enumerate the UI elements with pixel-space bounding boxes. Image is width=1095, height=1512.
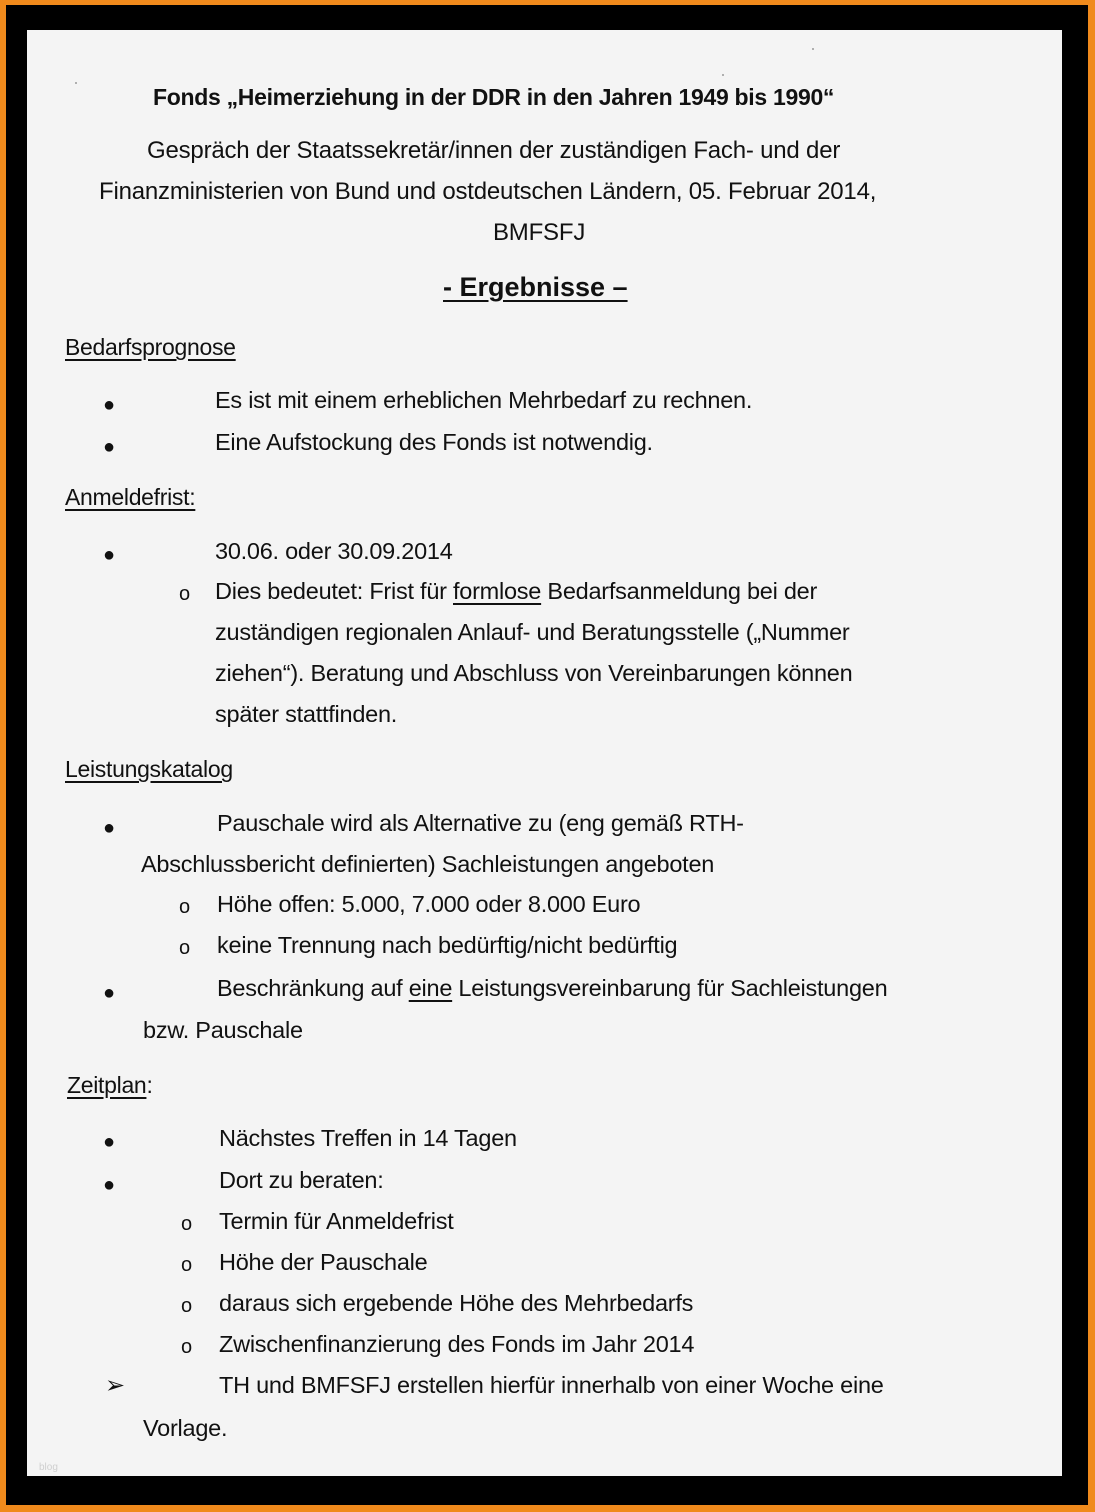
sub-list-item: keine Trennung nach bedürftig/nicht bedürftig xyxy=(217,932,678,958)
arrow-bullet-icon: ➢ xyxy=(105,1372,126,1399)
circle-bullet-icon: o xyxy=(179,583,191,605)
underlined-word: formlose xyxy=(453,578,542,604)
sub-list-item-continuation: zuständigen regionalen Anlauf- und Beratungsstelle („Nummer xyxy=(215,619,850,645)
sub-list-item: Höhe offen: 5.000, 7.000 oder 8.000 Euro xyxy=(217,891,641,917)
document-title: Fonds „Heimerziehung in der DDR in den Jahren 1949 bis 1990“ xyxy=(153,84,835,110)
bullet-icon: ● xyxy=(103,982,116,1004)
section-heading-leistungskatalog: Leistungskatalog xyxy=(65,756,233,782)
circle-bullet-icon: o xyxy=(181,1213,193,1235)
bullet-icon: ● xyxy=(103,436,116,458)
list-item: Dort zu beraten: xyxy=(219,1167,384,1193)
text-run: Bedarfsanmeldung bei der xyxy=(541,578,818,604)
circle-bullet-icon: o xyxy=(181,1254,193,1276)
subtitle-line-2: Finanzministerien von Bund und ostdeutschen Ländern, 05. Februar 2014, xyxy=(99,178,877,205)
subtitle-line-3: BMFSFJ xyxy=(493,219,586,246)
sub-list-item-continuation: ziehen“). Beratung und Abschluss von Vereinbarungen können xyxy=(215,660,853,686)
bullet-icon: ● xyxy=(103,1174,116,1196)
list-item: Pauschale wird als Alternative zu (eng gemäß RTH- xyxy=(217,810,744,836)
scan-speck xyxy=(812,48,814,50)
text-run: Leistungsvereinbarung für Sachleistungen xyxy=(452,975,888,1001)
sub-list-item xyxy=(215,578,817,605)
section-heading-anmeldefrist: Anmeldefrist: xyxy=(65,484,196,510)
list-item: Nächstes Treffen in 14 Tagen xyxy=(219,1125,517,1151)
watermark: blog xyxy=(39,1462,58,1473)
circle-bullet-icon: o xyxy=(179,896,191,918)
text-run: Beschränkung auf xyxy=(217,975,409,1001)
section-heading-zeitplan xyxy=(67,1072,153,1099)
bullet-icon: ● xyxy=(103,817,116,839)
sub-list-item: Höhe der Pauschale xyxy=(219,1249,428,1275)
action-item: TH und BMFSFJ erstellen hierfür innerhalb von einer Woche eine xyxy=(219,1372,884,1398)
list-item: 30.06. oder 30.09.2014 xyxy=(215,538,453,564)
circle-bullet-icon: o xyxy=(181,1295,193,1317)
sub-list-item: Zwischenfinanzierung des Fonds im Jahr 2014 xyxy=(219,1331,695,1357)
heading-text: Zeitplan xyxy=(67,1072,147,1098)
subtitle-line-1: Gespräch der Staatssekretär/innen der zuständigen Fach- und der xyxy=(147,137,841,164)
underlined-word: eine xyxy=(408,975,453,1001)
list-item-continuation: Abschlussbericht definierten) Sachleistungen angeboten xyxy=(141,851,715,877)
list-item xyxy=(217,975,887,1002)
document-page xyxy=(27,30,1062,1476)
bullet-icon: ● xyxy=(103,544,116,566)
sub-list-item: daraus sich ergebende Höhe des Mehrbedarfs xyxy=(219,1290,694,1316)
action-item-continuation: Vorlage. xyxy=(143,1415,228,1441)
bullet-icon: ● xyxy=(103,1131,116,1153)
results-heading: - Ergebnisse – xyxy=(443,272,628,302)
scan-speck xyxy=(722,74,724,76)
sub-list-item: Termin für Anmeldefrist xyxy=(219,1208,454,1234)
sub-list-item-continuation: später stattfinden. xyxy=(215,701,398,727)
circle-bullet-icon: o xyxy=(179,937,191,959)
scan-speck xyxy=(75,82,77,84)
heading-colon: : xyxy=(146,1072,153,1098)
list-item: Es ist mit einem erheblichen Mehrbedarf zu rechnen. xyxy=(215,387,753,413)
bullet-icon: ● xyxy=(103,394,116,416)
circle-bullet-icon: o xyxy=(181,1336,193,1358)
list-item: Eine Aufstockung des Fonds ist notwendig. xyxy=(215,429,653,455)
text-run: Dies bedeutet: Frist für xyxy=(215,578,453,604)
list-item-continuation: bzw. Pauschale xyxy=(143,1017,303,1043)
section-heading-bedarfsprognose: Bedarfsprognose xyxy=(65,334,236,360)
